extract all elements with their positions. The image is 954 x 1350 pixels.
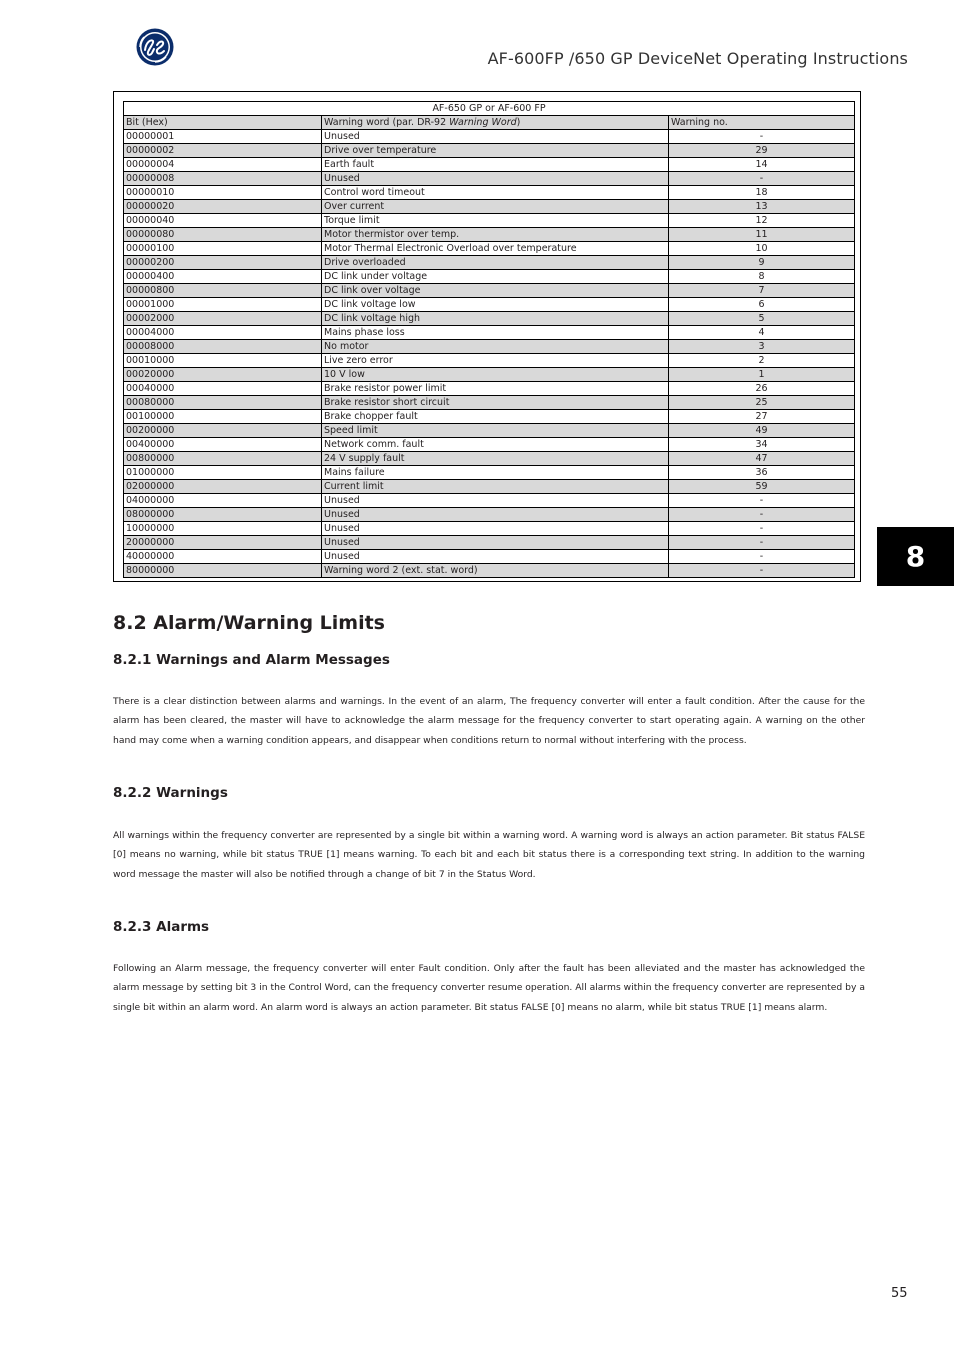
cell-warning-text: Earth fault <box>322 158 669 172</box>
cell-bit-hex: 00000020 <box>124 200 322 214</box>
table-row <box>124 564 855 578</box>
table-row <box>124 452 855 466</box>
cell-bit-hex: 04000000 <box>124 494 322 508</box>
cell-warning-text: Brake resistor power limit <box>322 382 669 396</box>
cell-warning-no: 26 <box>669 382 855 396</box>
cell-bit-hex: 00001000 <box>124 298 322 312</box>
table-row <box>124 354 855 368</box>
table-row <box>124 228 855 242</box>
cell-bit-hex: 00000400 <box>124 270 322 284</box>
cell-warning-text: Mains failure <box>322 466 669 480</box>
document-title: AF-600FP /650 GP DeviceNet Operating Instructions <box>487 49 908 68</box>
cell-bit-hex: 00200000 <box>124 424 322 438</box>
cell-warning-text: Unused <box>322 536 669 550</box>
cell-warning-text: Unused <box>322 494 669 508</box>
cell-bit-hex: 00000002 <box>124 144 322 158</box>
cell-warning-no: 18 <box>669 186 855 200</box>
header-bit-hex: Bit (Hex) <box>124 116 322 130</box>
table-row <box>124 312 855 326</box>
subsection-title-warnings-alarm-messages: 8.2.1 Warnings and Alarm Messages <box>113 652 390 668</box>
cell-warning-no: 13 <box>669 200 855 214</box>
table-row <box>124 326 855 340</box>
cell-bit-hex: 00000004 <box>124 158 322 172</box>
cell-warning-no: 11 <box>669 228 855 242</box>
cell-bit-hex: 00400000 <box>124 438 322 452</box>
cell-warning-no: - <box>669 550 855 564</box>
cell-warning-text: Unused <box>322 508 669 522</box>
table-row <box>124 256 855 270</box>
cell-warning-no: 6 <box>669 298 855 312</box>
cell-warning-no: 29 <box>669 144 855 158</box>
cell-warning-text: DC link voltage high <box>322 312 669 326</box>
cell-warning-no: - <box>669 536 855 550</box>
table-row <box>124 494 855 508</box>
cell-warning-no: 59 <box>669 480 855 494</box>
cell-bit-hex: 00000001 <box>124 130 322 144</box>
cell-warning-text: No motor <box>322 340 669 354</box>
section-title: 8.2 Alarm/Warning Limits <box>113 612 385 634</box>
cell-warning-text: Motor Thermal Electronic Overload over temperature <box>322 242 669 256</box>
cell-bit-hex: 00008000 <box>124 340 322 354</box>
cell-warning-text: Control word timeout <box>322 186 669 200</box>
cell-bit-hex: 00000040 <box>124 214 322 228</box>
cell-bit-hex: 00020000 <box>124 368 322 382</box>
cell-bit-hex: 00002000 <box>124 312 322 326</box>
table-row <box>124 382 855 396</box>
table-row <box>124 410 855 424</box>
cell-bit-hex: 10000000 <box>124 522 322 536</box>
table-row <box>124 172 855 186</box>
header-warning-word: Warning word (par. DR-92 Warning Word) <box>322 116 669 130</box>
cell-warning-no: 14 <box>669 158 855 172</box>
cell-bit-hex: 40000000 <box>124 550 322 564</box>
table-row <box>124 186 855 200</box>
cell-warning-no: 49 <box>669 424 855 438</box>
cell-warning-text: Speed limit <box>322 424 669 438</box>
subsection-title-alarms: 8.2.3 Alarms <box>113 919 210 935</box>
table-row <box>124 508 855 522</box>
table-row <box>124 270 855 284</box>
chapter-tab: 8 <box>877 527 954 586</box>
cell-warning-text: Live zero error <box>322 354 669 368</box>
cell-bit-hex: 00000080 <box>124 228 322 242</box>
cell-warning-no: 1 <box>669 368 855 382</box>
cell-warning-text: Network comm. fault <box>322 438 669 452</box>
cell-warning-no: 47 <box>669 452 855 466</box>
ge-logo-icon <box>136 28 174 66</box>
cell-warning-text: Unused <box>322 550 669 564</box>
paragraph-alarms: Following an Alarm message, the frequency converter will enter Fault condition. Only after the fault has been alleviated and the master has acknowledged the alarm message by setting bit 3 in the Control Word, can the frequency converter resume operation. All alarms within the frequency converter are represented by a single bit within an alarm word. An alarm word is always an action parameter. Bit status FALSE [0] means no alarm, while bit status TRUE [1] means alarm. <box>113 963 865 1013</box>
cell-warning-no: - <box>669 494 855 508</box>
cell-warning-text: Mains phase loss <box>322 326 669 340</box>
table-row <box>124 396 855 410</box>
table-row <box>124 424 855 438</box>
cell-bit-hex: 00000008 <box>124 172 322 186</box>
cell-bit-hex: 00800000 <box>124 452 322 466</box>
cell-bit-hex: 00040000 <box>124 382 322 396</box>
cell-warning-no: 2 <box>669 354 855 368</box>
table-row <box>124 340 855 354</box>
header-warning-no: Warning no. <box>669 116 855 130</box>
cell-warning-text: DC link under voltage <box>322 270 669 284</box>
cell-warning-text: Current limit <box>322 480 669 494</box>
table-row <box>124 298 855 312</box>
cell-bit-hex: 02000000 <box>124 480 322 494</box>
cell-warning-no: - <box>669 130 855 144</box>
cell-warning-text: Unused <box>322 522 669 536</box>
cell-warning-text: DC link voltage low <box>322 298 669 312</box>
table-row <box>124 438 855 452</box>
table-row <box>124 550 855 564</box>
cell-warning-no: - <box>669 522 855 536</box>
cell-warning-no: - <box>669 564 855 578</box>
table-row <box>124 144 855 158</box>
table-row <box>124 536 855 550</box>
cell-warning-no: 8 <box>669 270 855 284</box>
cell-bit-hex: 00010000 <box>124 354 322 368</box>
cell-warning-no: 12 <box>669 214 855 228</box>
cell-warning-text: 10 V low <box>322 368 669 382</box>
cell-bit-hex: 01000000 <box>124 466 322 480</box>
cell-warning-text: Unused <box>322 130 669 144</box>
subsection-title-warnings: 8.2.2 Warnings <box>113 785 228 801</box>
cell-warning-text: Brake resistor short circuit <box>322 396 669 410</box>
cell-bit-hex: 80000000 <box>124 564 322 578</box>
paragraph-warnings: All warnings within the frequency converter are represented by a single bit within a warning word. A warning word is always an action parameter. Bit status FALSE [0] means no warning, while bit status TRUE [1] means warning. To each bit and each bit status there is a corresponding text string. In addition to the warning word message the master will also be notified through a change of bit 7 in the Status Word. <box>113 830 865 880</box>
cell-bit-hex: 00100000 <box>124 410 322 424</box>
cell-warning-no: 27 <box>669 410 855 424</box>
cell-warning-text: Drive overloaded <box>322 256 669 270</box>
cell-bit-hex: 00000800 <box>124 284 322 298</box>
cell-warning-text: Over current <box>322 200 669 214</box>
cell-warning-no: 4 <box>669 326 855 340</box>
cell-warning-text: Warning word 2 (ext. stat. word) <box>322 564 669 578</box>
cell-warning-no: 34 <box>669 438 855 452</box>
cell-bit-hex: 00000200 <box>124 256 322 270</box>
warning-word-table <box>123 101 855 578</box>
table-row <box>124 368 855 382</box>
cell-warning-text: Motor thermistor over temp. <box>322 228 669 242</box>
cell-warning-text: Unused <box>322 172 669 186</box>
table-row <box>124 242 855 256</box>
table-row <box>124 158 855 172</box>
cell-bit-hex: 00000100 <box>124 242 322 256</box>
cell-bit-hex: 20000000 <box>124 536 322 550</box>
cell-warning-text: 24 V supply fault <box>322 452 669 466</box>
paragraph-warnings-alarm-messages: There is a clear distinction between alarms and warnings. In the event of an alarm, The frequency converter will enter a fault condition. After the cause for the alarm has been cleared, the master will have to acknowledge the alarm message for the frequency converter to start operating again. A warning on the other hand may come when a warning condition appears, and disappear when conditions return to normal without interfering with the process. <box>113 696 865 746</box>
cell-warning-no: 10 <box>669 242 855 256</box>
cell-bit-hex: 08000000 <box>124 508 322 522</box>
cell-bit-hex: 00080000 <box>124 396 322 410</box>
table-row <box>124 130 855 144</box>
ge-logo <box>136 28 174 66</box>
cell-warning-text: Torque limit <box>322 214 669 228</box>
cell-warning-no: 36 <box>669 466 855 480</box>
cell-warning-no: 7 <box>669 284 855 298</box>
table-row <box>124 200 855 214</box>
table-row <box>124 522 855 536</box>
cell-warning-no: 5 <box>669 312 855 326</box>
cell-warning-no: - <box>669 508 855 522</box>
cell-bit-hex: 00004000 <box>124 326 322 340</box>
cell-warning-text: DC link over voltage <box>322 284 669 298</box>
table-row <box>124 284 855 298</box>
cell-warning-no: 9 <box>669 256 855 270</box>
cell-warning-no: 25 <box>669 396 855 410</box>
table-row <box>124 214 855 228</box>
page-number: 55 <box>891 1286 908 1301</box>
cell-warning-text: Drive over temperature <box>322 144 669 158</box>
table-row <box>124 466 855 480</box>
cell-warning-text: Brake chopper fault <box>322 410 669 424</box>
cell-warning-no: - <box>669 172 855 186</box>
table-caption: AF-650 GP or AF-600 FP <box>124 102 855 116</box>
cell-bit-hex: 00000010 <box>124 186 322 200</box>
table-row <box>124 480 855 494</box>
cell-warning-no: 3 <box>669 340 855 354</box>
